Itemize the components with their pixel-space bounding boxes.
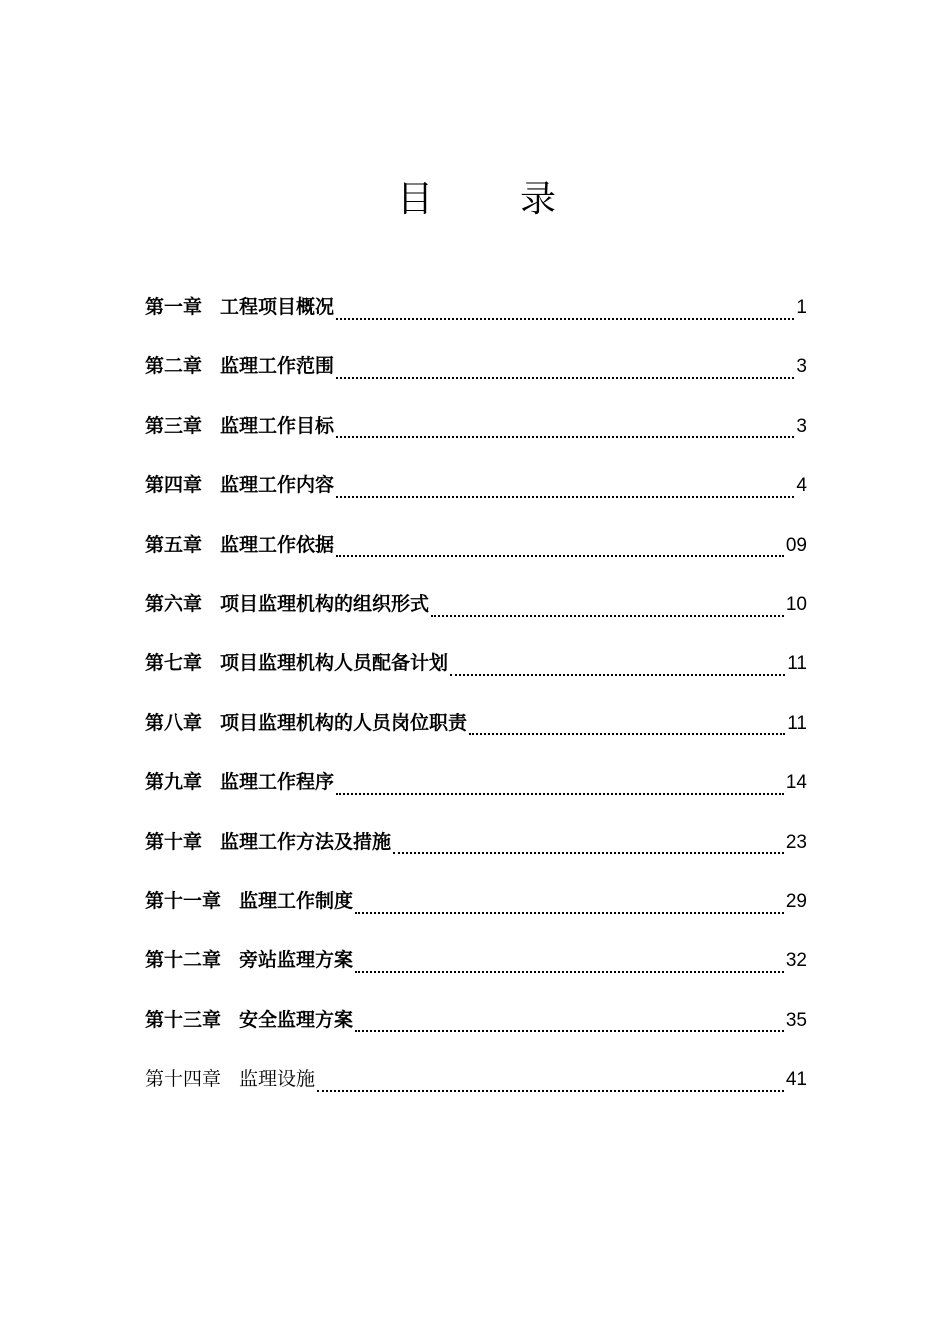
toc-chapter-number: 第三章 [145,414,203,437]
toc-title-char-1: 目 [397,179,434,220]
toc-leader-dots [450,674,785,676]
toc-chapter-title: 监理工作制度 [239,889,354,912]
toc-chapter-title: 监理工作依据 [220,533,335,556]
toc-chapter-title: 监理工作程序 [220,771,335,794]
toc-entry[interactable] [145,760,807,819]
toc-title-char-2: 录 [520,179,557,220]
toc-entry[interactable] [145,701,807,760]
toc-entry[interactable] [145,998,807,1057]
toc-entry[interactable] [145,582,807,641]
toc-chapter-title: 监理工作内容 [220,474,335,497]
toc-leader-dots [336,377,794,379]
toc-page-number: 4 [796,475,807,497]
toc-entry[interactable] [145,879,807,938]
toc-chapter-title: 旁站监理方案 [239,949,354,972]
toc-page-number: 23 [785,831,807,853]
toc-page-number: 32 [785,950,807,972]
toc-entry[interactable] [145,285,807,344]
toc-chapter-title: 监理工作范围 [220,355,335,378]
toc-leader-dots [431,615,784,617]
toc-page-number: 41 [785,1069,807,1091]
toc-page-number: 10 [785,593,807,615]
toc-entry[interactable] [145,641,807,700]
toc-entry[interactable] [145,463,807,522]
toc-chapter-number: 第六章 [145,592,203,615]
toc-chapter-number: 第四章 [145,474,203,497]
toc-chapter-number: 第十一章 [145,889,222,912]
toc-chapter-number: 第十四章 [145,1068,222,1091]
toc-leader-dots [469,733,785,735]
toc-chapter-title: 工程项目概况 [220,296,335,318]
toc-page-number: 09 [785,534,807,556]
toc-entry[interactable] [145,404,807,463]
toc-entry[interactable] [145,1057,807,1116]
toc-leader-dots [336,793,784,795]
toc-leader-dots [355,971,784,973]
toc-entry[interactable] [145,820,807,879]
toc-chapter-title: 安全监理方案 [239,1008,354,1031]
toc-list [145,285,807,1116]
toc-leader-dots [336,496,794,498]
toc-page-number: 3 [796,415,807,437]
toc-page-number: 11 [787,653,807,675]
toc-chapter-number: 第一章 [145,296,203,318]
toc-leader-dots [336,436,794,438]
toc-leader-dots [355,912,784,914]
toc-page-number: 14 [785,772,807,794]
toc-chapter-number: 第十二章 [145,949,222,972]
toc-chapter-number: 第七章 [145,652,203,675]
toc-leader-dots [317,1090,784,1092]
toc-page-number: 1 [796,297,807,318]
toc-leader-dots [393,852,784,854]
toc-chapter-title: 项目监理机构人员配备计划 [220,652,449,675]
toc-chapter-title: 监理工作目标 [220,414,335,437]
toc-leader-dots [336,555,784,557]
toc-chapter-number: 第二章 [145,355,203,378]
toc-chapter-number: 第五章 [145,533,203,556]
toc-page-number: 11 [787,712,807,734]
toc-leader-dots [355,1030,784,1032]
toc-entry[interactable] [145,523,807,582]
toc-chapter-number: 第九章 [145,771,203,794]
toc-chapter-title: 项目监理机构的人员岗位职责 [220,711,468,734]
toc-chapter-title: 监理设施 [239,1068,316,1091]
toc-page-number: 29 [785,890,807,912]
toc-chapter-title: 项目监理机构的组织形式 [220,592,430,615]
toc-chapter-title: 监理工作方法及措施 [220,830,392,853]
toc-page-number: 3 [796,356,807,378]
toc-title [0,172,950,228]
toc-chapter-number: 第八章 [145,711,203,734]
toc-page-number: 35 [785,1009,807,1031]
toc-entry[interactable] [145,344,807,403]
toc-entry[interactable] [145,938,807,997]
toc-chapter-number: 第十三章 [145,1008,222,1031]
toc-leader-dots [336,318,794,320]
toc-chapter-number: 第十章 [145,830,203,853]
